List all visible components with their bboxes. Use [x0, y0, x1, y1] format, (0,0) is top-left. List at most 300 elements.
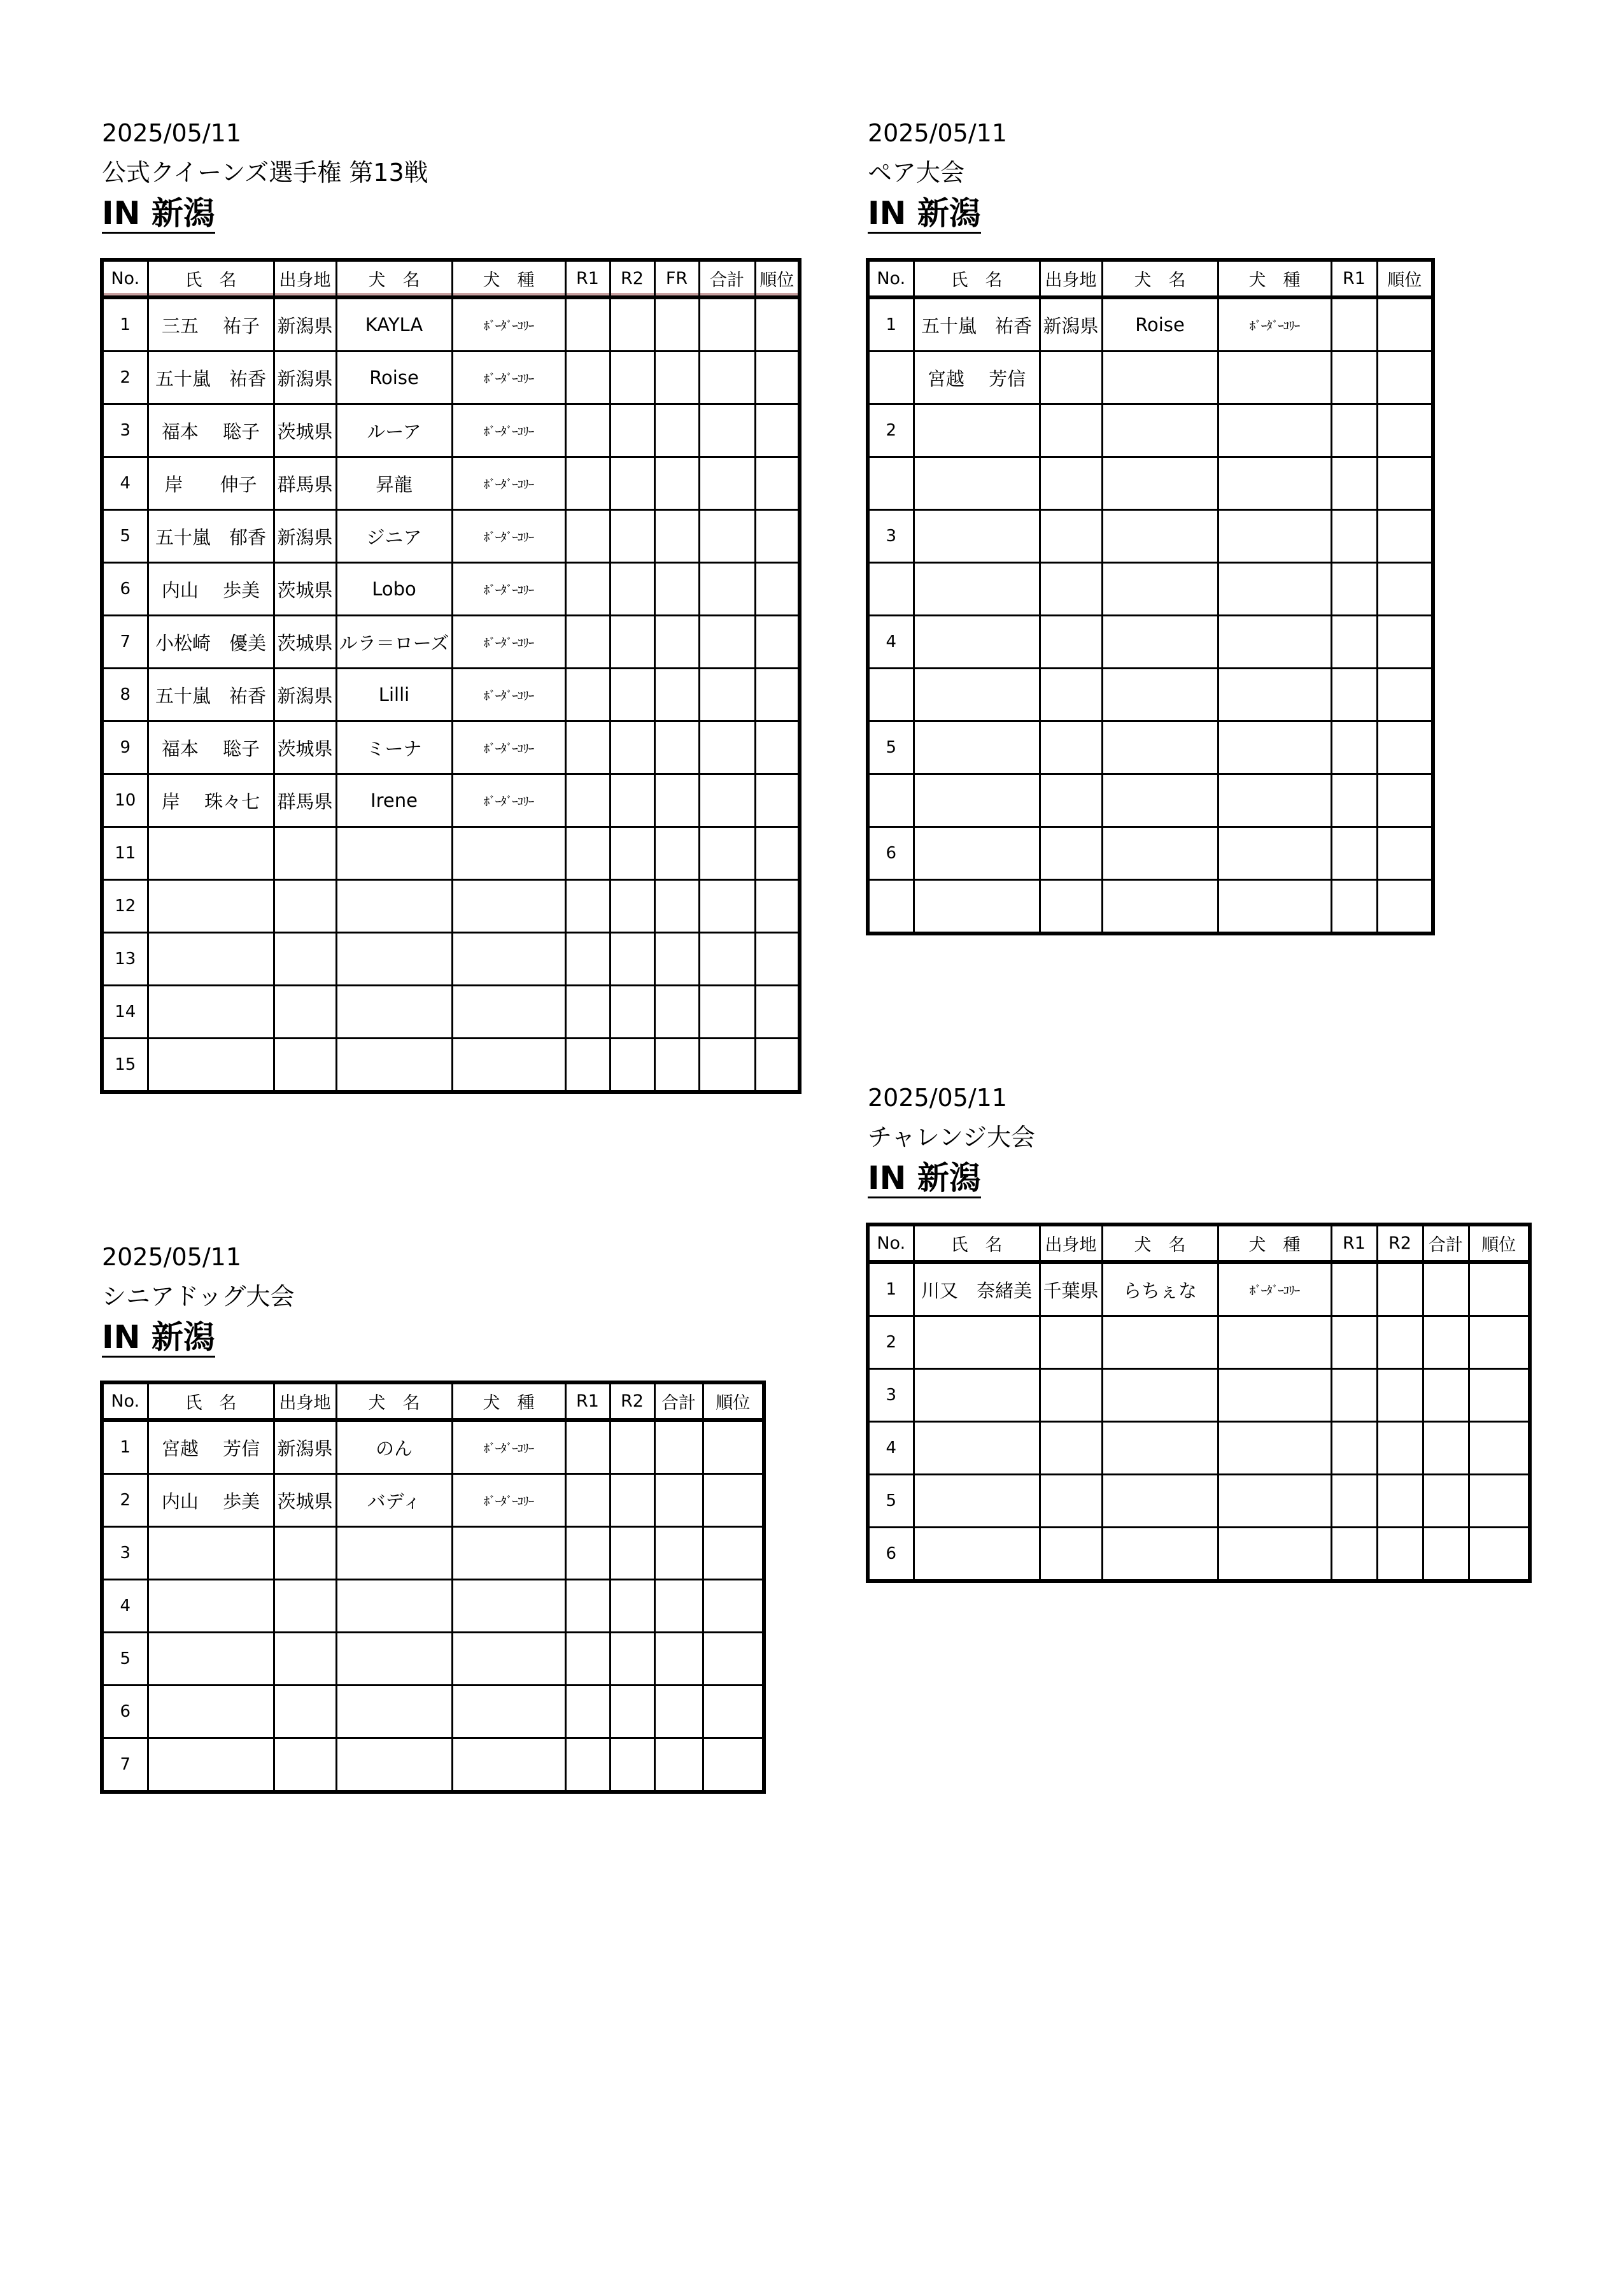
dog-breed: ﾎﾞｰﾀﾞｰｺﾘｰ: [452, 616, 565, 669]
score-cell: [1377, 721, 1433, 774]
score-cell: [654, 1420, 703, 1474]
score-cell: [565, 351, 610, 404]
table-row: [102, 351, 800, 404]
table-row: [102, 774, 800, 827]
entry-number: 6: [102, 563, 148, 616]
score-cell: [654, 297, 699, 351]
prefecture: 新潟県: [274, 669, 336, 721]
handler-name: [148, 880, 274, 933]
prefecture: [274, 1738, 336, 1793]
score-cell: [565, 1633, 610, 1686]
dog-name: [1102, 510, 1218, 563]
dog-name: のん: [336, 1420, 452, 1474]
score-cell: [1331, 1316, 1377, 1369]
score-cell: [703, 1738, 764, 1793]
score-cell: [755, 827, 800, 880]
score-cell: [610, 297, 654, 351]
score-cell: [1377, 1528, 1423, 1582]
score-cell: [1331, 669, 1377, 721]
score-cell: [565, 933, 610, 986]
handler-name: [148, 986, 274, 1039]
score-cell: [565, 1580, 610, 1633]
dog-breed: [452, 986, 565, 1039]
table-row: [868, 351, 1433, 404]
dog-name: ルラ＝ローズ: [336, 616, 452, 669]
dog-name: [1102, 404, 1218, 457]
entry-number: 7: [102, 1738, 148, 1793]
score-cell: [1377, 1422, 1423, 1475]
score-cell: [610, 457, 654, 510]
score-cell: [610, 1738, 654, 1793]
score-cell: [699, 404, 755, 457]
dog-name: KAYLA: [336, 297, 452, 351]
handler-name: [914, 827, 1040, 880]
dog-breed: [452, 1633, 565, 1686]
table-row: [868, 457, 1433, 510]
score-cell: [699, 827, 755, 880]
handler-name: 内山 歩美: [148, 563, 274, 616]
dog-name: [1102, 616, 1218, 669]
score-cell: [1423, 1316, 1469, 1369]
handler-name: [914, 457, 1040, 510]
score-cell: [703, 1474, 764, 1527]
column-header: R1: [565, 260, 610, 297]
entry-number: 8: [102, 669, 148, 721]
senior-table: [100, 1381, 766, 1794]
score-cell: [1377, 457, 1433, 510]
score-cell: [1469, 1369, 1530, 1422]
score-cell: [565, 1527, 610, 1580]
table-row: [102, 986, 800, 1039]
column-header: 順位: [1469, 1225, 1530, 1262]
table-row: [102, 880, 800, 933]
prefecture: [274, 1686, 336, 1738]
handler-name: [914, 880, 1040, 934]
header-row: [868, 1225, 1530, 1262]
column-header: R2: [610, 260, 654, 297]
score-cell: [565, 1686, 610, 1738]
table-row: [868, 1475, 1530, 1528]
table-row: [868, 669, 1433, 721]
score-cell: [755, 1039, 800, 1093]
entry-number: 3: [102, 404, 148, 457]
challenge-title: チャレンジ大会: [868, 1123, 1035, 1151]
entry-number: 5: [868, 721, 914, 774]
column-header: 氏 名: [148, 260, 274, 297]
score-cell: [1377, 351, 1433, 404]
prefecture: [274, 933, 336, 986]
dog-name: [1102, 880, 1218, 934]
score-cell: [654, 880, 699, 933]
score-cell: [654, 1039, 699, 1093]
handler-name: [914, 669, 1040, 721]
score-cell: [699, 351, 755, 404]
table-row: [868, 1262, 1530, 1316]
score-cell: [610, 1686, 654, 1738]
column-header: 順位: [755, 260, 800, 297]
dog-breed: ﾎﾞｰﾀﾞｰｺﾘｰ: [452, 563, 565, 616]
score-cell: [1331, 774, 1377, 827]
dog-name: ジニア: [336, 510, 452, 563]
entry-number: 5: [102, 1633, 148, 1686]
prefecture: [1040, 1475, 1102, 1528]
handler-name: [914, 1422, 1040, 1475]
column-header: 犬 種: [1218, 260, 1331, 297]
prefecture: 茨城県: [274, 721, 336, 774]
handler-name: 福本 聡子: [148, 721, 274, 774]
score-cell: [565, 827, 610, 880]
score-cell: [565, 986, 610, 1039]
entry-number: 1: [102, 297, 148, 351]
dog-breed: [452, 933, 565, 986]
score-cell: [699, 510, 755, 563]
dog-breed: ﾎﾞｰﾀﾞｰｺﾘｰ: [452, 297, 565, 351]
handler-name: 五十嵐 祐香: [148, 669, 274, 721]
handler-name: [148, 827, 274, 880]
score-cell: [1377, 774, 1433, 827]
pair-venue: IN 新潟: [868, 197, 981, 234]
score-cell: [654, 1474, 703, 1527]
score-cell: [654, 1633, 703, 1686]
score-cell: [703, 1633, 764, 1686]
table-row: [102, 510, 800, 563]
senior-date: 2025/05/11: [102, 1243, 242, 1271]
table-row: [102, 933, 800, 986]
column-header: 出身地: [1040, 260, 1102, 297]
dog-name: [336, 1580, 452, 1633]
score-cell: [565, 774, 610, 827]
score-cell: [654, 457, 699, 510]
score-cell: [755, 297, 800, 351]
prefecture: [1040, 774, 1102, 827]
dog-name: [1102, 1316, 1218, 1369]
handler-name: [914, 404, 1040, 457]
score-cell: [1377, 616, 1433, 669]
score-cell: [1331, 404, 1377, 457]
score-cell: [654, 669, 699, 721]
dog-breed: ﾎﾞｰﾀﾞｰｺﾘｰ: [452, 1420, 565, 1474]
handler-name: [914, 616, 1040, 669]
table-row: [102, 1527, 764, 1580]
dog-name: [1102, 1528, 1218, 1582]
entry-number: 2: [868, 404, 914, 457]
table-row: [868, 616, 1433, 669]
score-cell: [703, 1420, 764, 1474]
prefecture: 茨城県: [274, 404, 336, 457]
queens-title: 公式クイーンズ選手権 第13戦: [102, 159, 428, 187]
score-cell: [565, 457, 610, 510]
table-row: [102, 1474, 764, 1527]
score-cell: [755, 510, 800, 563]
header-row: [102, 1382, 764, 1420]
handler-name: [148, 1527, 274, 1580]
column-header: 犬 名: [1102, 260, 1218, 297]
header-row: [102, 260, 800, 297]
score-cell: [654, 616, 699, 669]
handler-name: [914, 510, 1040, 563]
entry-number: 1: [868, 297, 914, 351]
column-header: 順位: [703, 1382, 764, 1420]
score-cell: [755, 669, 800, 721]
dog-name: Lobo: [336, 563, 452, 616]
prefecture: 千葉県: [1040, 1262, 1102, 1316]
entry-number: 12: [102, 880, 148, 933]
table-row: [868, 827, 1433, 880]
entry-number: 6: [868, 827, 914, 880]
table-row: [102, 669, 800, 721]
handler-name: 五十嵐 祐香: [914, 297, 1040, 351]
score-cell: [755, 986, 800, 1039]
dog-breed: [1218, 510, 1331, 563]
dog-name: [1102, 351, 1218, 404]
score-cell: [699, 563, 755, 616]
table-row: [868, 774, 1433, 827]
table-row: [102, 1633, 764, 1686]
score-cell: [1469, 1528, 1530, 1582]
dog-breed: [1218, 880, 1331, 934]
prefecture: [274, 986, 336, 1039]
prefecture: 群馬県: [274, 774, 336, 827]
score-cell: [1423, 1262, 1469, 1316]
table-row: [102, 721, 800, 774]
entry-number: 13: [102, 933, 148, 986]
dog-name: 昇龍: [336, 457, 452, 510]
score-cell: [565, 1738, 610, 1793]
dog-name: [1102, 1422, 1218, 1475]
prefecture: 新潟県: [274, 351, 336, 404]
prefecture: [1040, 404, 1102, 457]
score-cell: [1331, 827, 1377, 880]
pair-table: [866, 258, 1435, 935]
table-row: [868, 297, 1433, 351]
score-cell: [654, 986, 699, 1039]
prefecture: 新潟県: [274, 297, 336, 351]
score-cell: [1377, 563, 1433, 616]
handler-name: [914, 1369, 1040, 1422]
header-row: [868, 260, 1433, 297]
dog-name: [336, 827, 452, 880]
column-header: 犬 種: [452, 260, 565, 297]
score-cell: [610, 1474, 654, 1527]
entry-number: [868, 457, 914, 510]
score-cell: [610, 563, 654, 616]
score-cell: [1331, 1369, 1377, 1422]
entry-number: [868, 774, 914, 827]
table-row: [868, 1422, 1530, 1475]
prefecture: 群馬県: [274, 457, 336, 510]
queens-date: 2025/05/11: [102, 119, 242, 147]
dog-name: [336, 1039, 452, 1093]
dog-name: [1102, 669, 1218, 721]
column-header: 合計: [699, 260, 755, 297]
dog-breed: ﾎﾞｰﾀﾞｰｺﾘｰ: [452, 404, 565, 457]
column-header: No.: [102, 1382, 148, 1420]
score-cell: [1331, 563, 1377, 616]
column-header: 犬 名: [1102, 1225, 1218, 1262]
score-cell: [610, 880, 654, 933]
prefecture: [1040, 457, 1102, 510]
column-header: 氏 名: [914, 260, 1040, 297]
entry-number: 3: [868, 510, 914, 563]
challenge-venue: IN 新潟: [868, 1162, 981, 1198]
prefecture: [1040, 1369, 1102, 1422]
prefecture: 新潟県: [274, 1420, 336, 1474]
table-row: [868, 880, 1433, 934]
score-cell: [654, 721, 699, 774]
score-cell: [755, 404, 800, 457]
handler-name: 五十嵐 祐香: [148, 351, 274, 404]
score-cell: [1377, 1316, 1423, 1369]
score-cell: [699, 880, 755, 933]
dog-breed: [452, 1527, 565, 1580]
column-header: No.: [868, 1225, 914, 1262]
score-cell: [1469, 1475, 1530, 1528]
prefecture: [1040, 880, 1102, 934]
prefecture: [1040, 827, 1102, 880]
score-cell: [1469, 1262, 1530, 1316]
dog-breed: [1218, 1528, 1331, 1582]
column-header: 合計: [1423, 1225, 1469, 1262]
dog-name: Roise: [336, 351, 452, 404]
senior-title: シニアドッグ大会: [102, 1282, 295, 1310]
prefecture: [1040, 1422, 1102, 1475]
handler-name: 岸 珠々七: [148, 774, 274, 827]
prefecture: 茨城県: [274, 563, 336, 616]
dog-breed: [1218, 1369, 1331, 1422]
dog-name: [1102, 827, 1218, 880]
score-cell: [610, 1633, 654, 1686]
dog-breed: [452, 827, 565, 880]
score-cell: [1469, 1422, 1530, 1475]
column-header: 犬 種: [452, 1382, 565, 1420]
prefecture: [1040, 1528, 1102, 1582]
entry-number: 3: [868, 1369, 914, 1422]
score-cell: [1377, 1262, 1423, 1316]
score-cell: [565, 1474, 610, 1527]
score-cell: [565, 880, 610, 933]
score-cell: [1331, 457, 1377, 510]
dog-name: バディ: [336, 1474, 452, 1527]
dog-name: [1102, 774, 1218, 827]
dog-breed: [1218, 457, 1331, 510]
score-cell: [699, 933, 755, 986]
column-header: R2: [610, 1382, 654, 1420]
dog-breed: [1218, 827, 1331, 880]
entry-number: 7: [102, 616, 148, 669]
score-cell: [1331, 510, 1377, 563]
dog-name: Irene: [336, 774, 452, 827]
table-row: [102, 457, 800, 510]
entry-number: 2: [102, 1474, 148, 1527]
column-header: 犬 種: [1218, 1225, 1331, 1262]
score-cell: [699, 1039, 755, 1093]
score-cell: [699, 669, 755, 721]
score-cell: [654, 933, 699, 986]
handler-name: 内山 歩美: [148, 1474, 274, 1527]
score-cell: [565, 1420, 610, 1474]
prefecture: [1040, 721, 1102, 774]
handler-name: 三五 祐子: [148, 297, 274, 351]
entry-number: 1: [868, 1262, 914, 1316]
prefecture: [274, 880, 336, 933]
score-cell: [610, 510, 654, 563]
column-header: 合計: [654, 1382, 703, 1420]
handler-name: [914, 721, 1040, 774]
score-cell: [699, 721, 755, 774]
score-cell: [1377, 1475, 1423, 1528]
score-cell: [565, 297, 610, 351]
score-cell: [1331, 1475, 1377, 1528]
dog-name: [336, 880, 452, 933]
entry-number: 6: [868, 1528, 914, 1582]
score-cell: [610, 1420, 654, 1474]
column-header: 出身地: [274, 260, 336, 297]
handler-name: [148, 1686, 274, 1738]
prefecture: [1040, 616, 1102, 669]
prefecture: [1040, 351, 1102, 404]
score-cell: [755, 563, 800, 616]
dog-name: [336, 1633, 452, 1686]
score-cell: [654, 1580, 703, 1633]
score-cell: [1423, 1528, 1469, 1582]
score-cell: [1423, 1369, 1469, 1422]
score-cell: [1331, 297, 1377, 351]
score-cell: [1423, 1475, 1469, 1528]
dog-breed: ﾎﾞｰﾀﾞｰｺﾘｰ: [452, 721, 565, 774]
score-cell: [1331, 1422, 1377, 1475]
column-header: R1: [1331, 1225, 1377, 1262]
score-cell: [610, 774, 654, 827]
entry-number: 9: [102, 721, 148, 774]
prefecture: 茨城県: [274, 616, 336, 669]
dog-breed: ﾎﾞｰﾀﾞｰｺﾘｰ: [452, 351, 565, 404]
score-cell: [755, 933, 800, 986]
dog-breed: [1218, 669, 1331, 721]
score-cell: [755, 721, 800, 774]
entry-number: [868, 880, 914, 934]
score-cell: [1331, 880, 1377, 934]
dog-breed: [1218, 1475, 1331, 1528]
handler-name: [148, 1738, 274, 1793]
score-cell: [1377, 880, 1433, 934]
dog-name: ミーナ: [336, 721, 452, 774]
score-cell: [1331, 1262, 1377, 1316]
score-cell: [565, 404, 610, 457]
score-cell: [610, 933, 654, 986]
score-cell: [654, 774, 699, 827]
table-row: [102, 563, 800, 616]
entry-number: [868, 669, 914, 721]
score-cell: [755, 351, 800, 404]
score-cell: [654, 563, 699, 616]
pair-title: ペア大会: [868, 159, 965, 187]
dog-name: [336, 986, 452, 1039]
entry-number: 2: [868, 1316, 914, 1369]
entry-number: 10: [102, 774, 148, 827]
prefecture: [274, 1527, 336, 1580]
prefecture: [1040, 669, 1102, 721]
pair-header: [868, 121, 1007, 234]
prefecture: 茨城県: [274, 1474, 336, 1527]
dog-name: [1102, 1369, 1218, 1422]
dog-breed: [452, 1738, 565, 1793]
table-row: [868, 1316, 1530, 1369]
handler-name: 福本 聡子: [148, 404, 274, 457]
queens-header: [102, 121, 428, 234]
score-cell: [610, 669, 654, 721]
dog-breed: ﾎﾞｰﾀﾞｰｺﾘｰ: [452, 510, 565, 563]
entry-number: 5: [868, 1475, 914, 1528]
